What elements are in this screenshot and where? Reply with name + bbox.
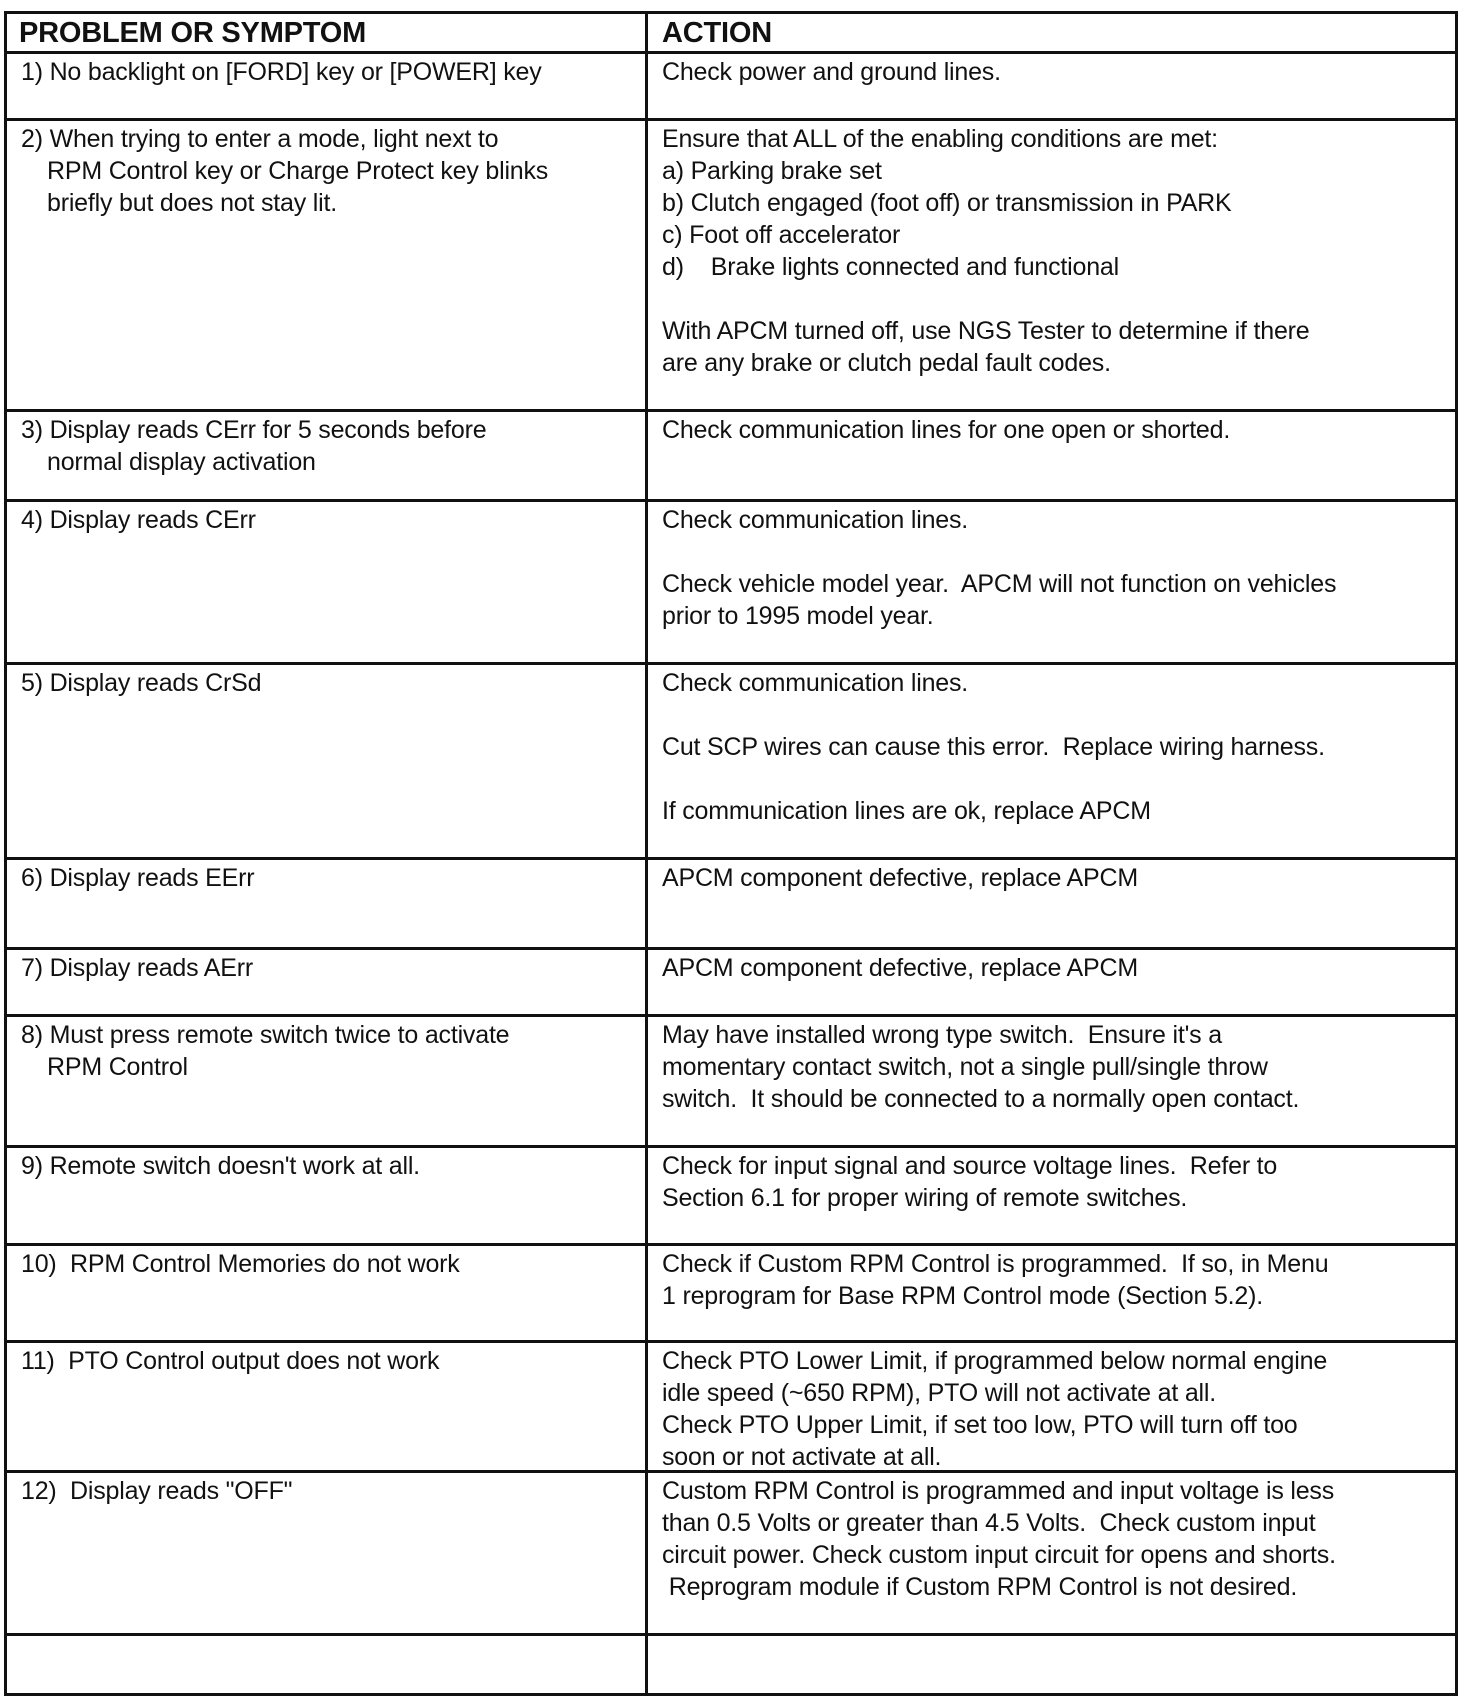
action-cell: Check communication lines for one open or shorted. xyxy=(662,416,1231,444)
table-row xyxy=(7,665,1455,860)
header-problem: PROBLEM OR SYMPTOM xyxy=(7,14,648,51)
header-action: ACTION xyxy=(662,17,772,49)
problem-cell: 3) Display reads CErr for 5 seconds before normal display activation xyxy=(7,412,648,499)
table-row xyxy=(7,1343,1455,1473)
problem-cell: 11) PTO Control output does not work xyxy=(7,1343,648,1470)
problem-cell: 8) Must press remote switch twice to activate RPM Control xyxy=(7,1017,648,1145)
action-cell: APCM component defective, replace APCM xyxy=(662,954,1138,982)
action-cell xyxy=(648,1636,1455,1693)
table-row xyxy=(7,1473,1455,1636)
problem-cell: 7) Display reads AErr xyxy=(7,950,648,1014)
table-row xyxy=(7,121,1455,412)
problem-cell: 1) No backlight on [FORD] key or [POWER] key xyxy=(7,54,648,118)
problem-cell: 12) Display reads "OFF" xyxy=(7,1473,648,1633)
action-cell: Ensure that ALL of the enabling conditions are met: a) Parking brake set b) Clutch engaged (foot off) or transmission in PARK c) Foot off accelerator d) Brake lights connected and functional With APCM turned off, use NGS Tester to determine if there are any brake or clutch pedal fault codes. xyxy=(662,125,1310,377)
table-header xyxy=(7,14,1455,54)
action-cell: Check PTO Lower Limit, if programmed below normal engine idle speed (~650 RPM), PTO will not activate at all. Check PTO Upper Limit, if set too low, PTO will turn off too soon or not activate at all. xyxy=(662,1347,1328,1470)
action-cell: Check for input signal and source voltage lines. Refer to Section 6.1 for proper wiring of remote switches. xyxy=(662,1152,1278,1212)
problem-cell: 9) Remote switch doesn't work at all. xyxy=(7,1148,648,1243)
table-row xyxy=(7,1636,1455,1696)
action-cell: APCM component defective, replace APCM xyxy=(662,864,1138,892)
problem-cell xyxy=(7,1636,648,1693)
table-row xyxy=(7,950,1455,1017)
action-cell: Check power and ground lines. xyxy=(662,58,1001,86)
problem-cell: 6) Display reads EErr xyxy=(7,860,648,947)
action-cell: Check if Custom RPM Control is programmed. If so, in Menu 1 reprogram for Base RPM Control mode (Section 5.2). xyxy=(662,1250,1329,1310)
action-cell: Check communication lines. Check vehicle model year. APCM will not function on vehicles prior to 1995 model year. xyxy=(662,506,1337,630)
table-row xyxy=(7,1148,1455,1246)
action-cell: May have installed wrong type switch. Ensure it's a momentary contact switch, not a single pull/single throw switch. It should be connected to a normally open contact. xyxy=(662,1021,1300,1113)
action-cell: Custom RPM Control is programmed and input voltage is less than 0.5 Volts or greater than 4.5 Volts. Check custom input circuit power. Check custom input circuit for opens and shorts. Reprogram module if Custom RPM Control is not desired. xyxy=(662,1477,1336,1601)
table-row xyxy=(7,502,1455,665)
problem-cell: 2) When trying to enter a mode, light next to RPM Control key or Charge Protect key blinks briefly but does not stay lit. xyxy=(7,121,648,409)
table-row xyxy=(7,412,1455,502)
table-row xyxy=(7,54,1455,121)
problem-cell: 4) Display reads CErr xyxy=(7,502,648,662)
table-row xyxy=(7,1017,1455,1148)
problem-cell: 10) RPM Control Memories do not work xyxy=(7,1246,648,1340)
problem-cell: 5) Display reads CrSd xyxy=(7,665,648,857)
table-row xyxy=(7,860,1455,950)
action-cell: Check communication lines. Cut SCP wires can cause this error. Replace wiring harness. If communication lines are ok, replace APCM xyxy=(662,669,1325,825)
table-row xyxy=(7,1246,1455,1343)
troubleshooting-table xyxy=(4,11,1458,1696)
